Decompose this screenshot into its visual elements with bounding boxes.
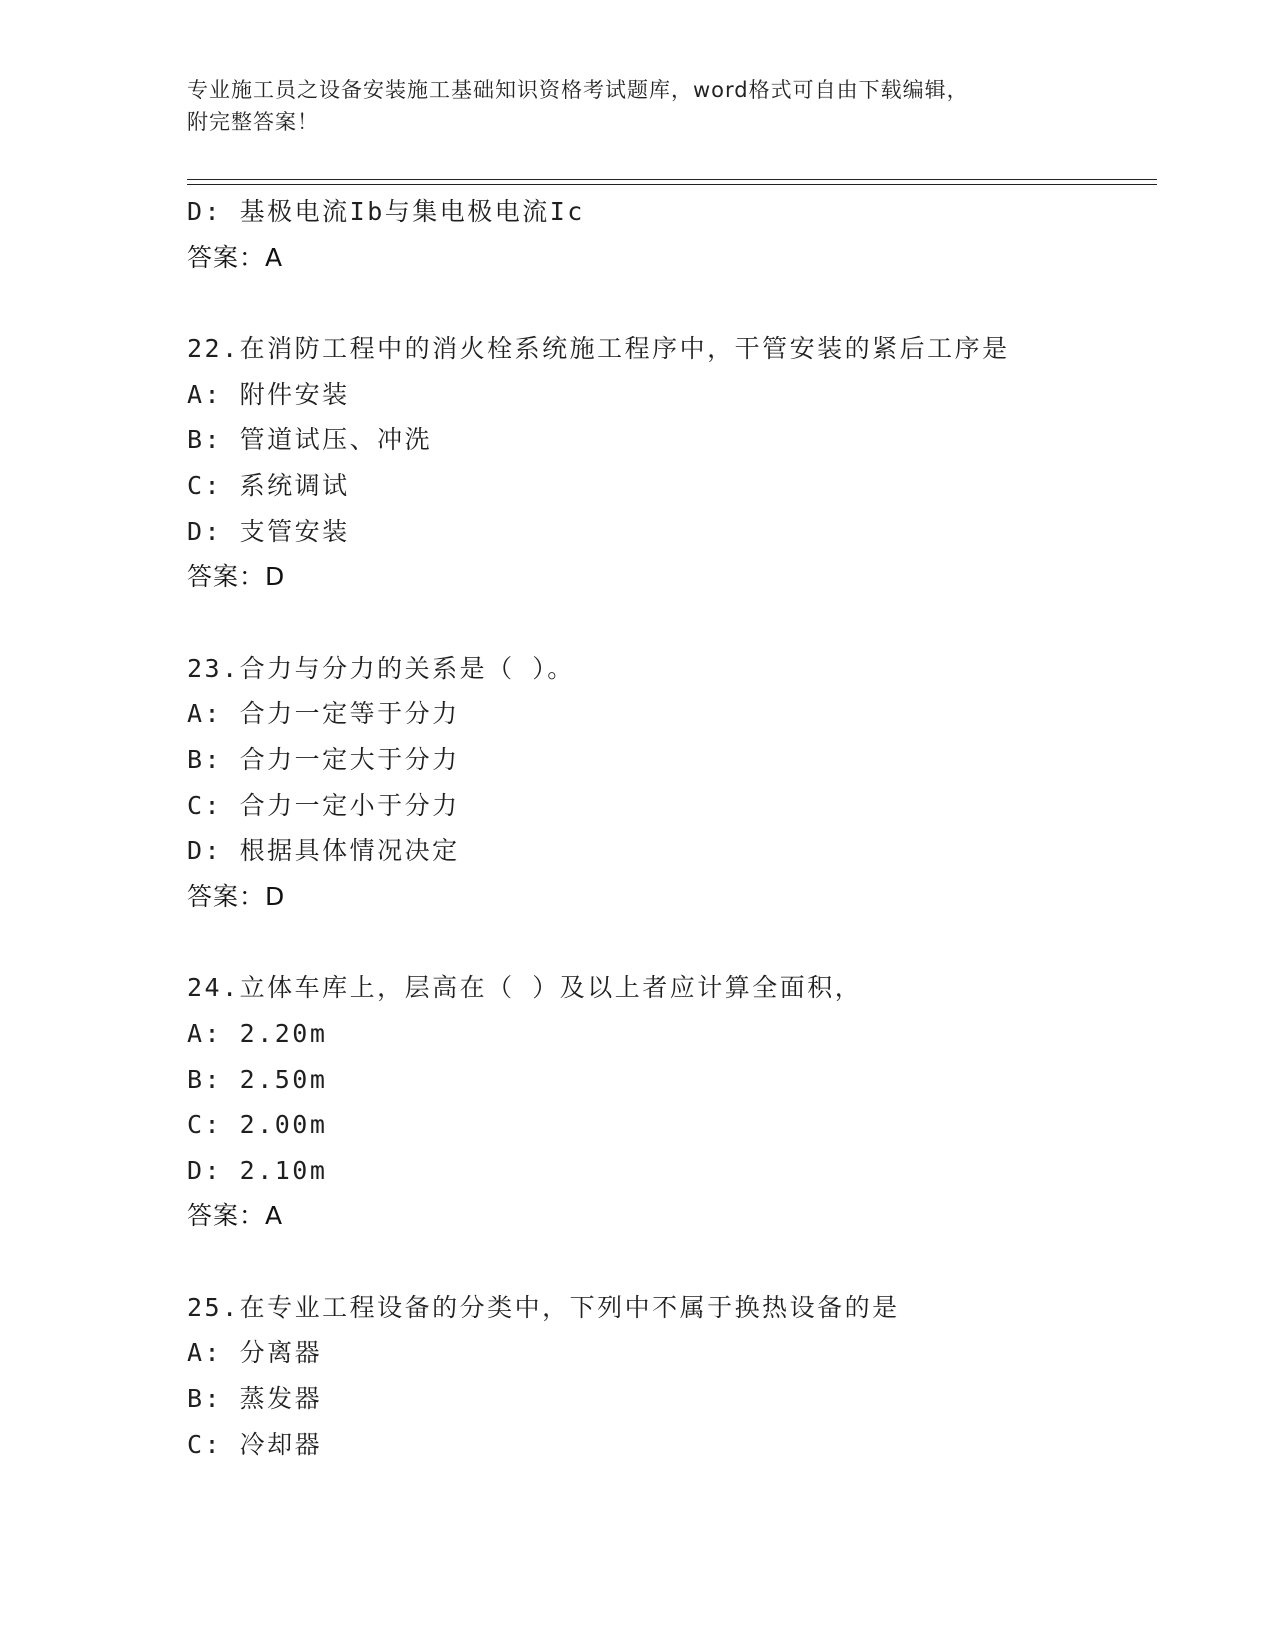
question-block <box>187 646 1147 920</box>
option-c: C: 冷却器 <box>187 1429 323 1459</box>
option-a: A: 2.20m <box>187 1018 328 1048</box>
block-spacer <box>187 1239 1147 1285</box>
option-a: A: 附件安装 <box>187 379 350 409</box>
option-a: A: 分离器 <box>187 1338 323 1368</box>
option-c: C: 2.00m <box>187 1110 328 1140</box>
answer-line: 答案：D <box>187 881 286 911</box>
question-block <box>187 1285 1147 1467</box>
header-divider-bottom <box>187 184 1157 185</box>
option-d: D: 支管安装 <box>187 516 350 546</box>
page-header <box>187 74 1087 138</box>
option-d: D: 根据具体情况决定 <box>187 836 460 866</box>
option-c: C: 合力一定小于分力 <box>187 790 460 820</box>
question-text: 23.合力与分力的关系是（ ）。 <box>187 653 575 683</box>
option-d: D: 基极电流Ib与集电极电流Ic <box>187 197 585 226</box>
option-b: B: 2.50m <box>187 1064 328 1094</box>
block-spacer <box>187 280 1147 326</box>
question-text: 24.立体车库上，层高在（ ）及以上者应计算全面积， <box>187 973 863 1003</box>
question-text: 22.在消防工程中的消火栓系统施工程序中，干管安装的紧后工序是 <box>187 334 1010 364</box>
question-block <box>187 965 1147 1239</box>
option-b: B: 合力一定大于分力 <box>187 744 460 774</box>
answer-line: 答案：A <box>187 242 284 272</box>
header-divider-top <box>187 179 1157 180</box>
block-spacer <box>187 600 1147 646</box>
header-line-2: 附完整答案！ <box>187 110 319 134</box>
question-block <box>187 189 1147 280</box>
block-spacer <box>187 919 1147 965</box>
option-c: C: 系统调试 <box>187 470 350 500</box>
question-list <box>187 189 1147 1467</box>
answer-line: 答案：A <box>187 1201 284 1231</box>
option-a: A: 合力一定等于分力 <box>187 699 460 729</box>
header-line-1: 专业施工员之设备安装施工基础知识资格考试题库，word格式可自由下载编辑， <box>187 78 969 102</box>
question-text: 25.在专业工程设备的分类中，下列中不属于换热设备的是 <box>187 1292 900 1322</box>
option-b: B: 蒸发器 <box>187 1384 323 1414</box>
option-b: B: 管道试压、冲洗 <box>187 425 433 455</box>
question-block <box>187 326 1147 600</box>
answer-line: 答案：D <box>187 562 286 592</box>
option-d: D: 2.10m <box>187 1155 328 1185</box>
